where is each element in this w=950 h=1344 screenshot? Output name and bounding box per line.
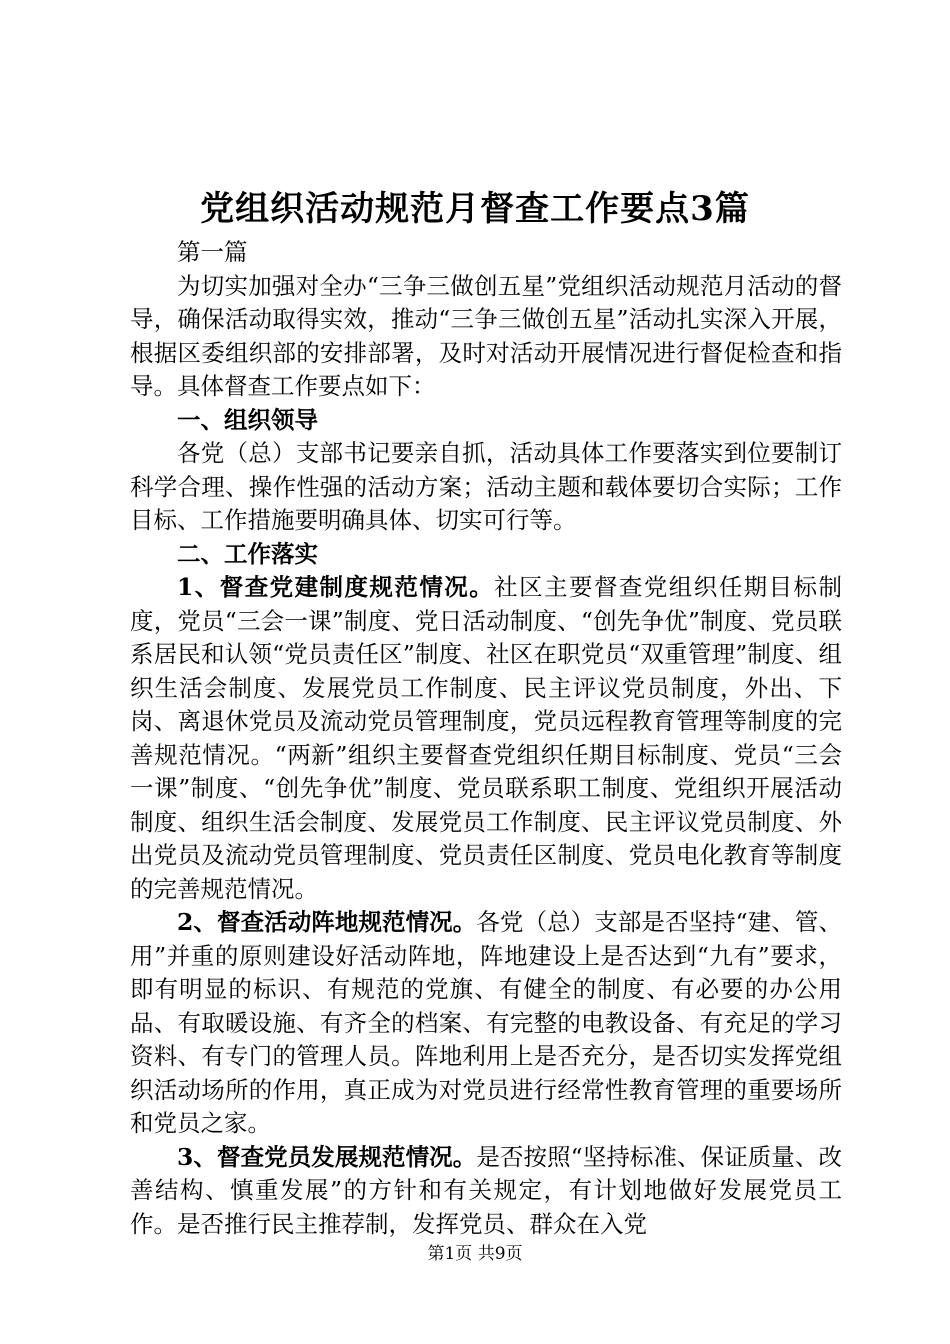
page-footer: 第1页 共9页	[427, 1244, 523, 1264]
intro-paragraph: 为切实加强对全办“三争三做创五星”党组织活动规范月活动的督导，确保活动取得实效，推动“三争三做创五星”活动扎实深入开展，根据区委组织部的安排部署，及时对活动开展情况进行督促检查和指导。具体督查工作要点如下：	[130, 271, 842, 400]
document-title: 党组织活动规范月督查工作要点3篇	[200, 189, 750, 229]
item2-lead: 2、督查活动阵地规范情况。	[177, 908, 477, 936]
document-body	[130, 236, 842, 1241]
item1-text: 社区主要督查党组织任期目标制度，党员“三会一课”制度、党日活动制度、“创先争优”制度、党员联系居民和认领“党员责任区”制度、社区在职党员“双重管理”制度、组织生活会制度、发展党员工作制度、民主评议党员制度，外出、下岗、离退休党员及流动党员管理制度，党员远程教育管理等制度的完善规范情况。“两新”组织主要督查党组织任期目标制度、党员“三会一课”制度、“创先争优”制度、党员联系职工制度、党组织开展活动制度、组织生活会制度、发展党员工作制度、民主评议党员制度、外出党员及流动党员管理制度、党员责任区制度、党员电化教育等制度的完善规范情况。	[130, 573, 842, 903]
item3-lead: 3、督查党员发展规范情况。	[177, 1142, 477, 1171]
section1-paragraph: 各党（总）支部书记要亲自抓，活动具体工作要落实到位要制订科学合理、操作性强的活动方案；活动主题和载体要切合实际；工作目标、工作措施要明确具体、切实可行等。	[130, 439, 842, 534]
item1-paragraph	[130, 571, 842, 906]
item2-text: 各党（总）支部是否坚持“建、管、用”并重的原则建设好活动阵地，阵地建设上是否达到“九有”要求，即有明显的标识、有规范的党旗、有健全的制度、有必要的办公用品、有取暖设施、有齐全的档案、有完整的电教设备、有充足的学习资料、有专门的管理人员。阵地利用上是否充分，是否切实发挥党组织活动场所的作用，真正成为对党员进行经常性教育管理的重要场所和党员之家。	[130, 908, 842, 1137]
item3-paragraph	[130, 1141, 842, 1242]
item2-paragraph	[130, 906, 842, 1141]
item1-lead: 1、督查党建制度规范情况。	[177, 573, 495, 601]
section2-heading: 二、工作落实	[177, 539, 318, 568]
section1-heading: 一、组织领导	[177, 405, 318, 434]
item3-text: 是否按照“坚持标准、保证质量、改善结构、慎重发展”的方针和有关规定，有计划地做好发展党员工作。是否推行民主推荐制，发挥党员、群众在入党	[130, 1142, 842, 1238]
part-label: 第一篇	[177, 238, 248, 266]
